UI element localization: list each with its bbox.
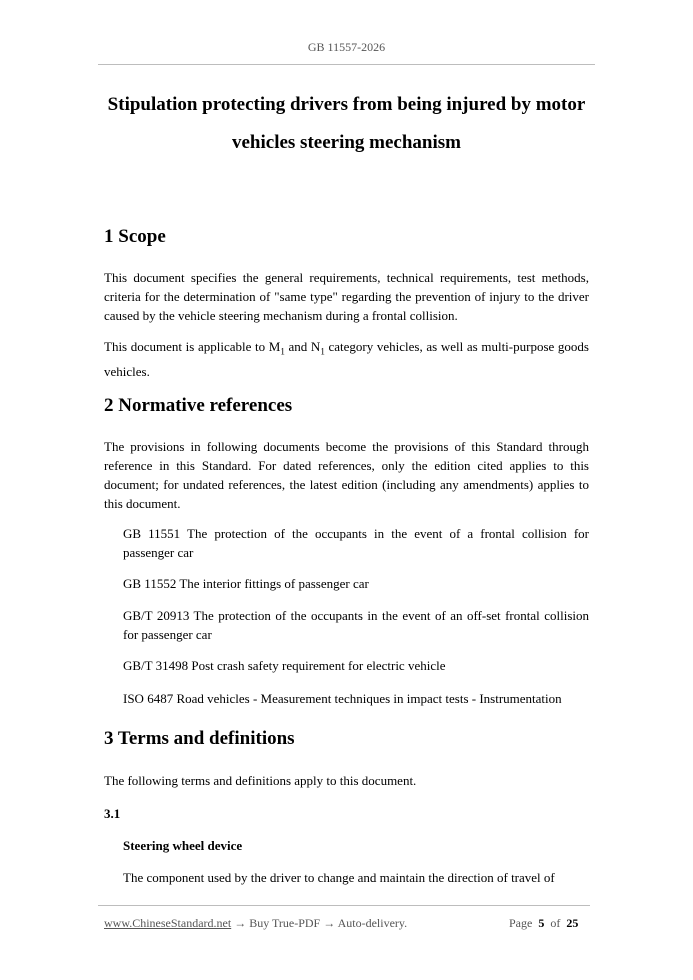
section-heading-scope: 1 Scope	[104, 226, 166, 247]
page-total: 25	[566, 916, 579, 930]
section-heading-terms-definitions: 3 Terms and definitions	[104, 728, 295, 749]
auto-delivery-text: Auto-delivery.	[337, 916, 408, 930]
buy-true-pdf-text: Buy True-PDF	[249, 916, 321, 930]
reference-item: GB 11551 The protection of the occupants in the event of a frontal collision for passenger car	[123, 526, 589, 560]
section-heading-normative-references: 2 Normative references	[104, 395, 293, 416]
document-title	[80, 86, 613, 162]
scope-paragraph-1: This document specifies the general requirements, technical requirements, test methods, criteria for the determination of "same type" regarding the prevention of injury to the driver caused by the vehicle steering mechanism during a frontal collision.	[104, 270, 589, 323]
reference-item: GB 11552 The interior fittings of passenger car	[123, 576, 369, 591]
reference-item: ISO 6487 Road vehicles - Measurement techniques in impact tests - Instrumentation	[123, 691, 562, 706]
header-divider	[98, 64, 595, 65]
footer-divider	[98, 905, 590, 906]
arrow-icon: →	[231, 916, 250, 930]
title-line-1: Stipulation protecting drivers from being injured by motor	[107, 94, 586, 115]
reference-item: GB/T 20913 The protection of the occupants in the event of an off-set frontal collision for passenger car	[123, 608, 589, 642]
scope-paragraph-2: This document is applicable to $M_1$ and $N_1$ category vehicles, as well as multi-purpose goods vehicles.	[104, 339, 589, 379]
terms-paragraph: The following terms and definitions apply to this document.	[104, 773, 417, 788]
document-header: GB 11557-2026	[307, 40, 386, 54]
page-indicator	[509, 916, 578, 931]
title-line-2: vehicles steering mechanism	[231, 132, 461, 153]
term-name: Steering wheel device	[123, 838, 243, 853]
page-label: Page	[509, 916, 533, 930]
term-definition: The component used by the driver to change and maintain the direction of travel of	[123, 870, 555, 885]
page-number: 5	[538, 916, 545, 930]
normative-references-paragraph: The provisions in following documents become the provisions of this Standard through reference in this Standard. For dated references, only the edition cited applies to this document; for undated references, the latest edition (including any amendments) applies to this document.	[104, 439, 589, 511]
of-label: of	[550, 916, 561, 930]
arrow-icon: →	[320, 916, 338, 930]
footer-links	[104, 916, 407, 931]
term-number: 3.1	[104, 806, 121, 821]
site-link[interactable]: www.ChineseStandard.net	[104, 916, 232, 930]
reference-item: GB/T 31498 Post crash safety requirement for electric vehicle	[123, 658, 446, 673]
